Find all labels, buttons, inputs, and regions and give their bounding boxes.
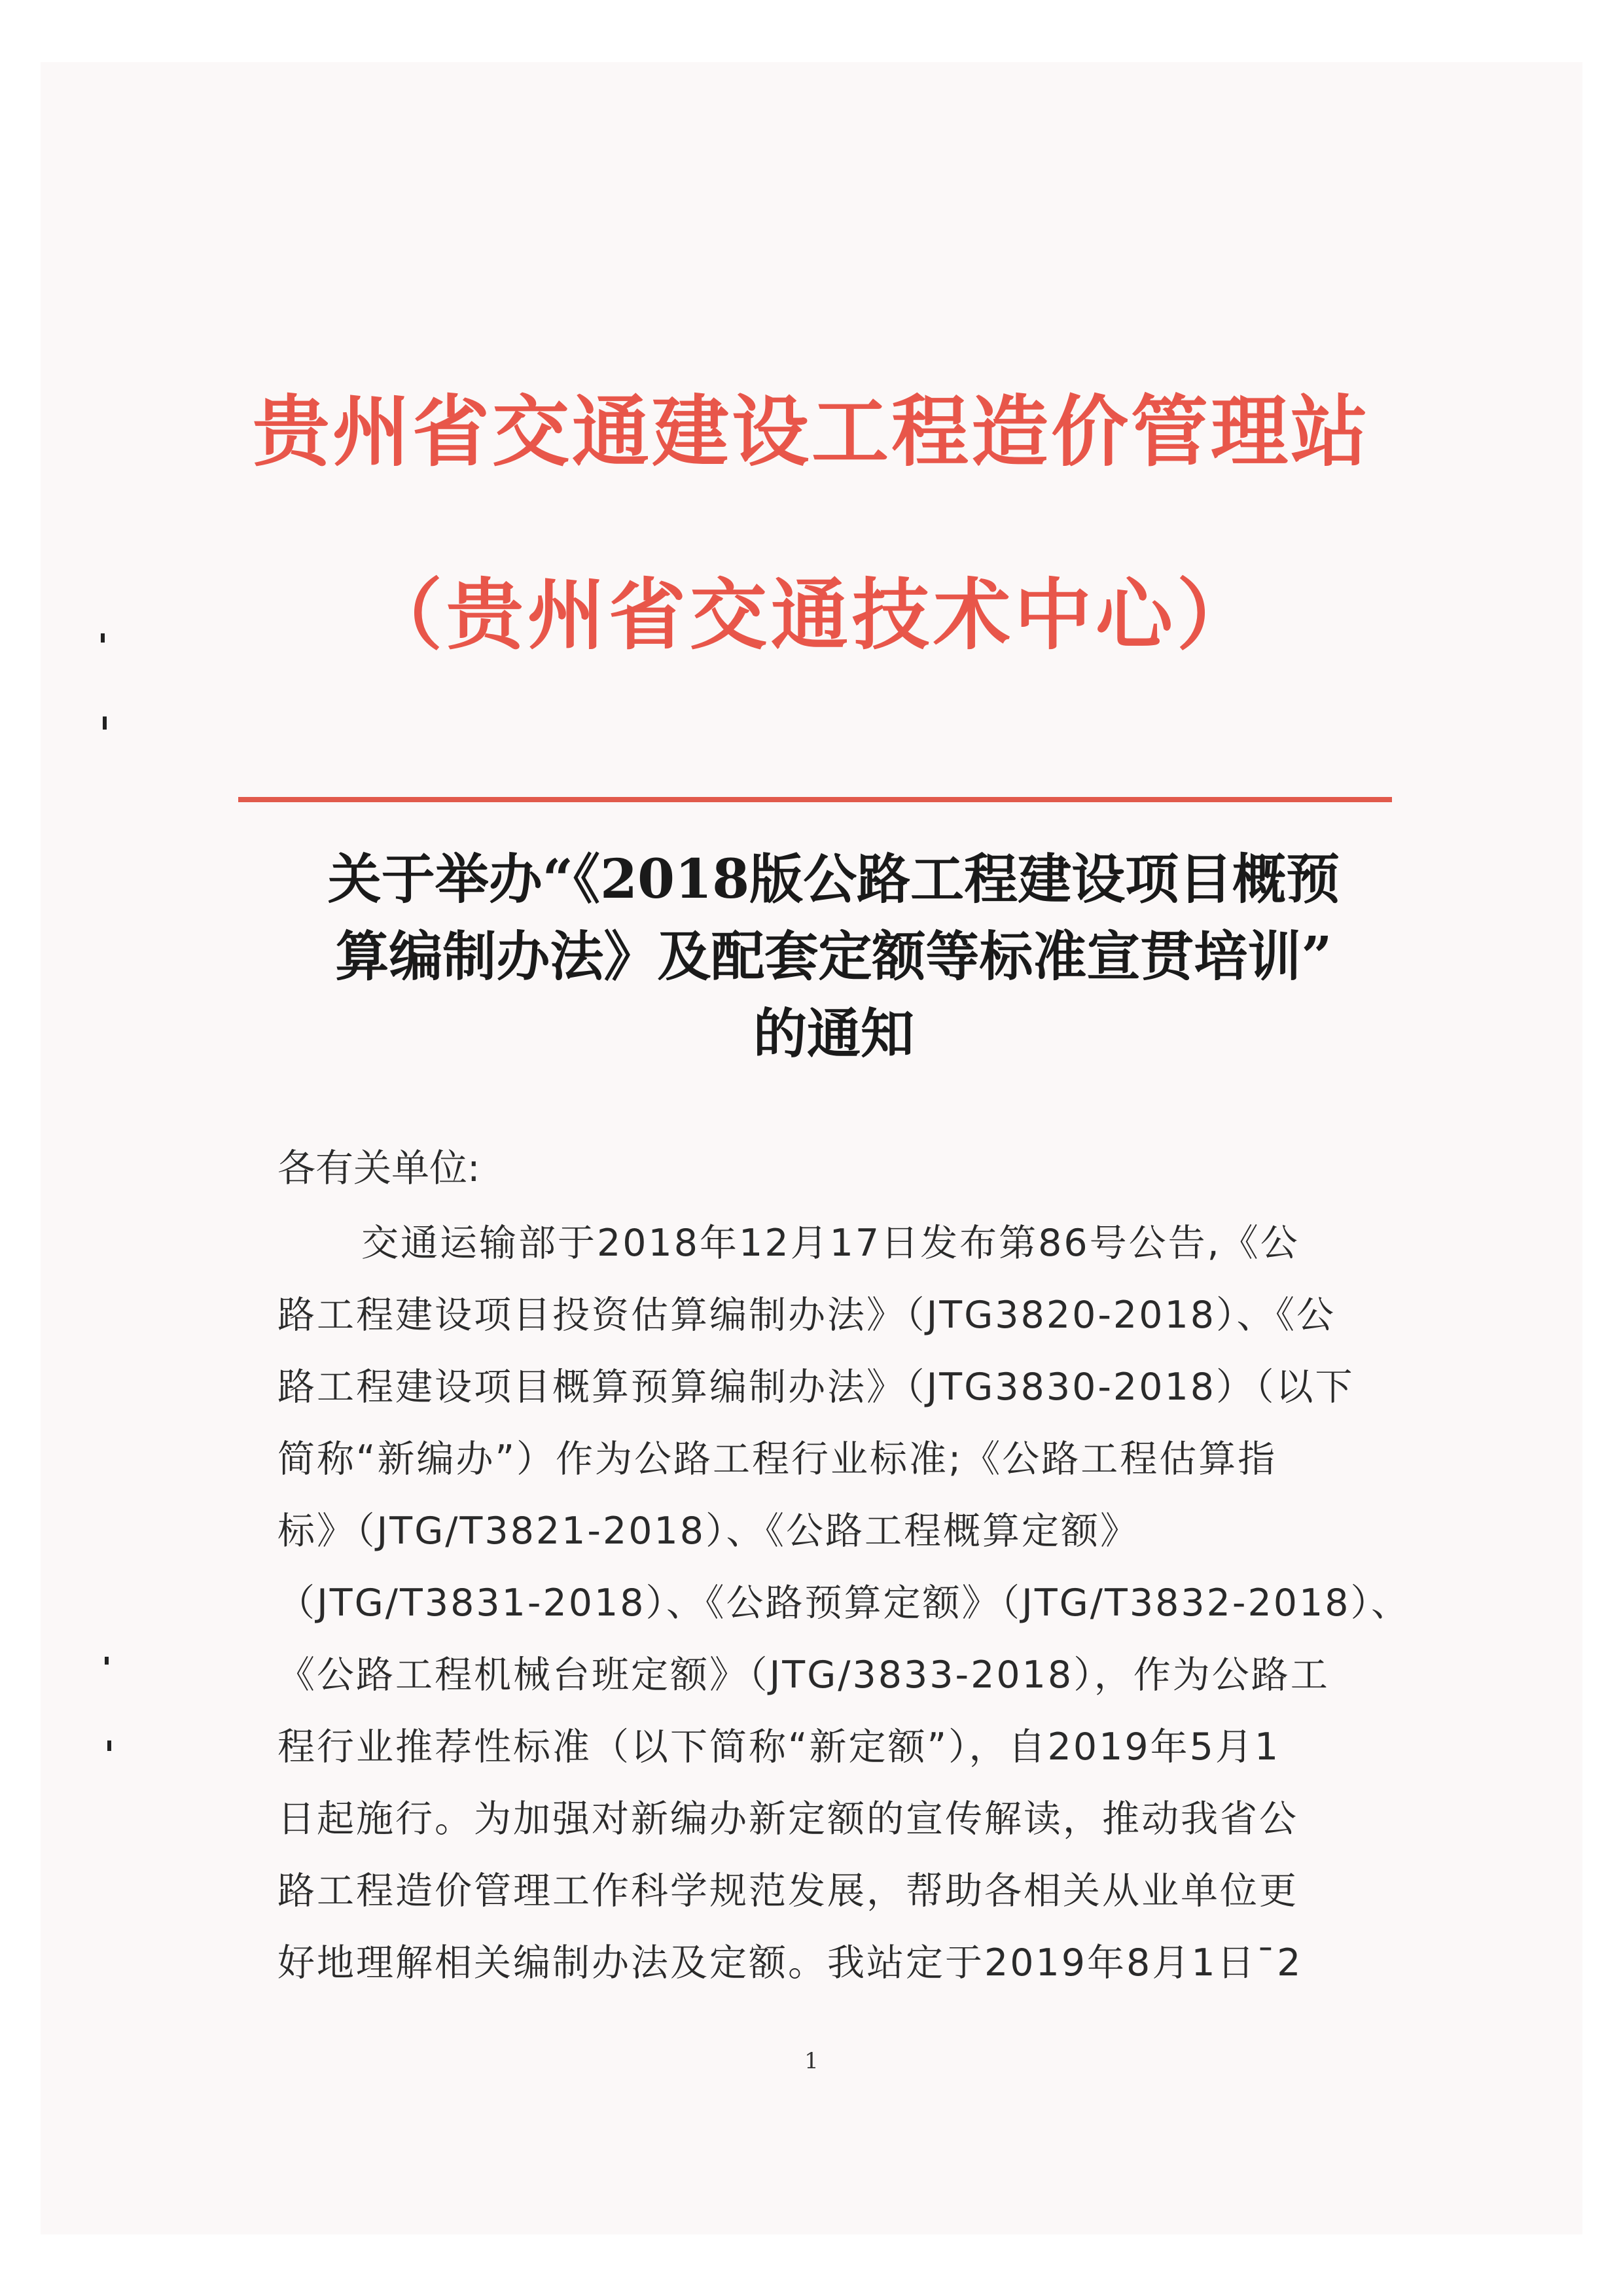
header-divider-rule: [238, 797, 1392, 802]
body-line: 日起施行。为加强对新编办新定额的宣传解读，推动我省公: [277, 1797, 1298, 1841]
organization-name: 贵州省交通建设工程造价管理站: [252, 386, 1370, 477]
title-line-3: 的通知: [753, 1002, 914, 1065]
body-line: 路工程建设项目概算预算编制办法》（JTG3830-2018）（以下: [277, 1366, 1355, 1409]
body-line: 路工程造价管理工作科学规范发展，帮助各相关从业单位更: [277, 1869, 1298, 1913]
body-line: 《公路工程机械台班定额》（JTG/3833-2018），作为公路工: [277, 1653, 1330, 1697]
binding-hole-mark: [105, 1657, 109, 1665]
body-line: 交通运输部于2018年12月17日发布第86号公告,《公: [361, 1222, 1300, 1265]
body-paragraph: [277, 1207, 1411, 1999]
binding-hole-mark: [101, 633, 105, 643]
body-line: 好地理解相关编制办法及定额。我站定于2019年8月1日¯2: [277, 1941, 1303, 1985]
title-line-1: 关于举办“《2018版公路工程建设项目概预: [327, 848, 1340, 911]
organization-alias: （贵州省交通技术中心）: [365, 569, 1258, 660]
title-line-2: 算编制办法》及配套定额等标准宣贯培训”: [335, 925, 1332, 988]
page-number: 1: [804, 2048, 819, 2074]
binding-hole-mark: [107, 1740, 111, 1751]
salutation: 各有关单位:: [277, 1146, 480, 1190]
binding-hole-mark: [103, 716, 107, 730]
body-line: 简称“新编办”）作为公路工程行业标准;《公路工程估算指: [277, 1438, 1277, 1481]
document-page: [41, 62, 1582, 2234]
body-line: （JTG/T3831-2018）、《公路预算定额》（JTG/T3832-2018）、: [277, 1581, 1411, 1625]
body-line: 程行业推荐性标准（以下简称“新定额”），自2019年5月1: [277, 1725, 1281, 1769]
body-line: 路工程建设项目投资估算编制办法》（JTG3820-2018）、《公: [277, 1294, 1336, 1337]
document-title: [271, 841, 1397, 1072]
body-line: 标》（JTG/T3821-2018）、《公路工程概算定额》: [277, 1510, 1140, 1553]
